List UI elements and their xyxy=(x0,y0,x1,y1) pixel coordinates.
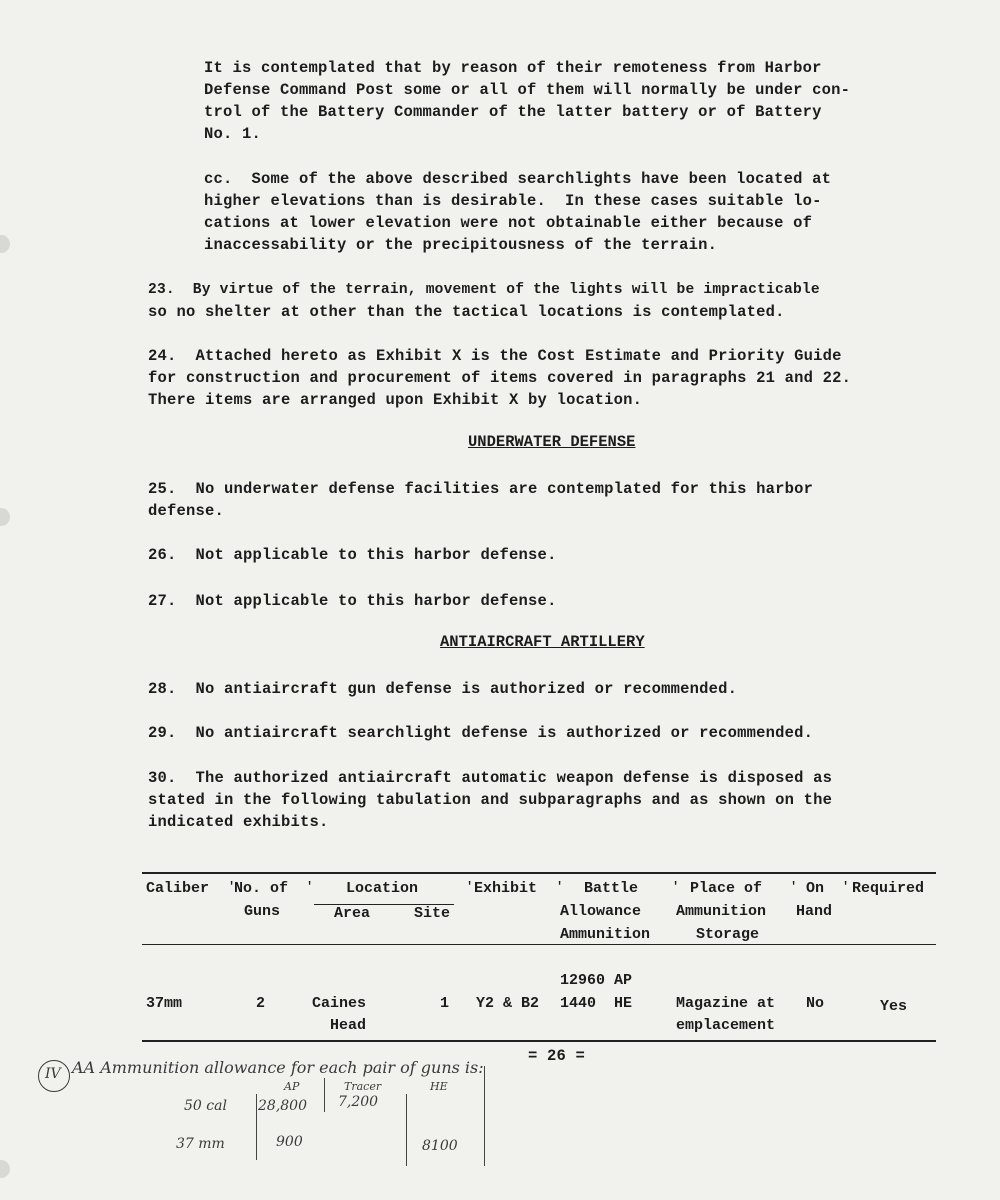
column-separator: ' xyxy=(306,880,314,894)
text-line: 23. By virtue of the terrain, movement of the lights will be impracticable xyxy=(148,282,820,298)
text-line: stated in the following tabulation and subparagraphs and as shown on the xyxy=(148,791,833,809)
text-line: Defense Command Post some or all of them will normally be under con- xyxy=(204,81,851,99)
row-label: 37 mm xyxy=(176,1136,225,1152)
header-he: HE xyxy=(430,1080,448,1093)
cell-caliber: 37mm xyxy=(146,995,183,1012)
cell-on-hand: No xyxy=(806,995,825,1012)
cell-guns: 2 xyxy=(256,995,266,1012)
header-place-2: Ammunition xyxy=(676,903,767,920)
text-line: trol of the Battery Commander of the latter battery or of Battery xyxy=(204,103,822,121)
row-tracer: 7,200 xyxy=(338,1094,379,1110)
cell-storage-1: Magazine at xyxy=(676,995,776,1012)
cell-area-1: Caines xyxy=(312,995,367,1012)
header-battle-2: Allowance xyxy=(560,903,642,920)
text-line: higher elevations than is desirable. In these cases suitable lo- xyxy=(204,192,822,210)
header-required: Required xyxy=(852,880,925,897)
header-place-1: Place of xyxy=(690,880,763,897)
row-ap: 900 xyxy=(276,1134,303,1150)
cell-area-2: Head xyxy=(330,1017,367,1034)
note-marker: IV xyxy=(45,1066,61,1082)
binder-hole xyxy=(0,1160,10,1178)
paragraph-26: 26. Not applicable to this harbor defense. xyxy=(148,546,557,564)
header-guns-1: No. of xyxy=(234,880,289,897)
header-onhand-2: Hand xyxy=(796,903,833,920)
table-top-rule xyxy=(142,872,936,874)
text-line: 24. Attached hereto as Exhibit X is the Cost Estimate and Priority Guide xyxy=(148,347,842,365)
text-line: indicated exhibits. xyxy=(148,813,329,831)
header-ap: AP xyxy=(284,1080,300,1093)
paragraph-28: 28. No antiaircraft gun defense is authorized or recommended. xyxy=(148,680,738,698)
column-separator: ' xyxy=(672,880,680,894)
text-line: No. 1. xyxy=(204,125,262,143)
cell-exhibit: Y2 & B2 xyxy=(476,995,540,1012)
row-he: 8100 xyxy=(422,1138,458,1154)
column-separator: ' xyxy=(790,880,798,894)
text-line: so no shelter at other than the tactical locations is contemplated. xyxy=(148,303,785,321)
header-place-3: Storage xyxy=(696,926,760,943)
text-line: There items are arranged upon Exhibit X by location. xyxy=(148,391,643,409)
binder-hole xyxy=(0,508,10,526)
header-battle-3: Ammunition xyxy=(560,926,651,943)
hand-line xyxy=(256,1094,257,1160)
header-tracer: Tracer xyxy=(344,1080,382,1093)
paragraph-27: 27. Not applicable to this harbor defense. xyxy=(148,592,557,610)
cell-allowance-2: 1440 HE xyxy=(560,995,633,1012)
header-site: Site xyxy=(414,905,451,922)
paragraph-29: 29. No antiaircraft searchlight defense is authorized or recommended. xyxy=(148,724,814,742)
cell-allowance-1: 12960 AP xyxy=(560,972,633,989)
cell-site: 1 xyxy=(440,995,450,1012)
table-header-rule xyxy=(142,944,936,945)
hand-line xyxy=(324,1078,325,1112)
heading-antiaircraft-artillery: ANTIAIRCRAFT ARTILLERY xyxy=(440,633,645,651)
column-separator: ' xyxy=(228,880,236,894)
heading-underwater-defense: UNDERWATER DEFENSE xyxy=(468,433,636,451)
text-line: for construction and procurement of items covered in paragraphs 21 and 22. xyxy=(148,369,852,387)
text-line: cations at lower elevation were not obtainable either because of xyxy=(204,214,813,232)
text-line: inaccessability or the precipitousness of the terrain. xyxy=(204,236,718,254)
row-ap: 28,800 xyxy=(258,1098,307,1114)
row-label: 50 cal xyxy=(184,1098,227,1114)
cell-required: Yes xyxy=(880,998,908,1015)
header-location: Location xyxy=(346,880,419,897)
column-separator: ' xyxy=(466,880,474,894)
header-battle-1: Battle xyxy=(584,880,639,897)
note-text: AA Ammunition allowance for each pair of guns is: xyxy=(72,1058,484,1077)
header-area: Area xyxy=(334,905,371,922)
header-guns-2: Guns xyxy=(244,903,281,920)
binder-hole xyxy=(0,235,10,253)
text-line: It is contemplated that by reason of their remoteness from Harbor xyxy=(204,59,822,77)
page-number: = 26 = xyxy=(528,1047,586,1065)
column-separator: ' xyxy=(556,880,564,894)
cell-storage-2: emplacement xyxy=(676,1017,776,1034)
header-onhand-1: On xyxy=(806,880,825,897)
table-bottom-rule xyxy=(142,1040,936,1042)
text-line: cc. Some of the above described searchlights have been located at xyxy=(204,170,832,188)
hand-line xyxy=(406,1094,407,1166)
header-caliber: Caliber xyxy=(146,880,210,897)
column-separator: ' xyxy=(842,880,850,894)
hand-line xyxy=(484,1066,485,1166)
text-line: 25. No underwater defense facilities are contemplated for this harbor xyxy=(148,480,814,498)
header-exhibit: Exhibit xyxy=(474,880,538,897)
text-line: defense. xyxy=(148,502,225,520)
text-line: 30. The authorized antiaircraft automatic weapon defense is disposed as xyxy=(148,769,833,787)
